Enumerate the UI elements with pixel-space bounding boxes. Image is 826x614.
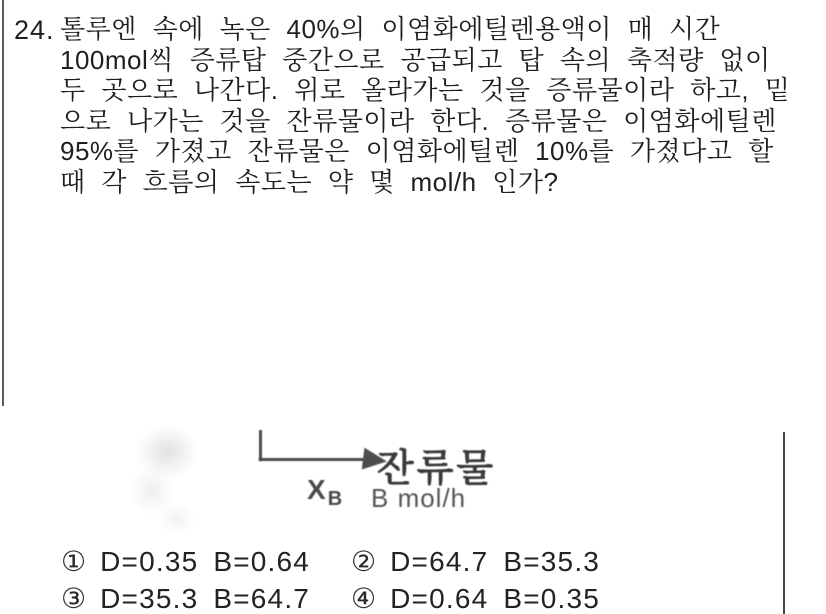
question-line: 때 각 흐름의 속도는 약 몇 mol/h 인가? bbox=[60, 166, 559, 197]
diagram-column-outlet-line bbox=[259, 430, 262, 461]
question-line: 으로 나가는 것을 잔류물이라 한다. 증류물은 이염화에틸렌 bbox=[60, 105, 777, 136]
choice-2-circled-number: ② bbox=[351, 546, 377, 577]
right-column-divider-line bbox=[783, 432, 785, 614]
question-line: 95%를 가졌고 잔류물은 이염화에틸렌 10%를 가졌다고 할 bbox=[60, 136, 774, 166]
choice-4-label: D=0.64 B=0.35 bbox=[390, 582, 601, 614]
answer-choice-2[interactable] bbox=[351, 545, 600, 578]
diagram-bottoms-stream-line bbox=[259, 458, 369, 461]
question-number: 24. bbox=[14, 15, 55, 45]
choice-4-circled-number: ④ bbox=[351, 583, 377, 614]
choice-3-circled-number: ③ bbox=[61, 583, 87, 614]
bottoms-flow-rate-label: B mol/h bbox=[371, 483, 467, 513]
left-page-border-line bbox=[2, 0, 4, 406]
mole-fraction-symbol: X bbox=[307, 474, 326, 505]
mole-fraction-label bbox=[307, 474, 342, 511]
scan-smudge-artifact bbox=[112, 424, 212, 536]
question-line: 두 곳으로 나간다. 위로 올라가는 것을 증류물이라 하고, 밑 bbox=[60, 75, 791, 105]
choice-3-label: D=35.3 B=64.7 bbox=[100, 582, 311, 614]
answer-choice-4[interactable] bbox=[351, 582, 600, 614]
answer-choice-1[interactable] bbox=[61, 545, 310, 578]
question-line: 톨루엔 속에 녹은 40%의 이염화에틸렌용액이 매 시간 bbox=[60, 14, 721, 44]
bottoms-stream-label: 잔류물 bbox=[377, 448, 497, 490]
answer-choice-3[interactable] bbox=[61, 582, 310, 614]
question-text bbox=[60, 14, 812, 197]
choice-1-label: D=0.35 B=0.64 bbox=[100, 545, 311, 577]
choice-2-label: D=64.7 B=35.3 bbox=[390, 545, 601, 577]
choice-1-circled-number: ① bbox=[61, 546, 87, 577]
mole-fraction-subscript: B bbox=[327, 488, 343, 510]
question-line: 100mol씩 증류탑 중간으로 공급되고 탑 속의 축적량 없이 bbox=[60, 44, 771, 75]
